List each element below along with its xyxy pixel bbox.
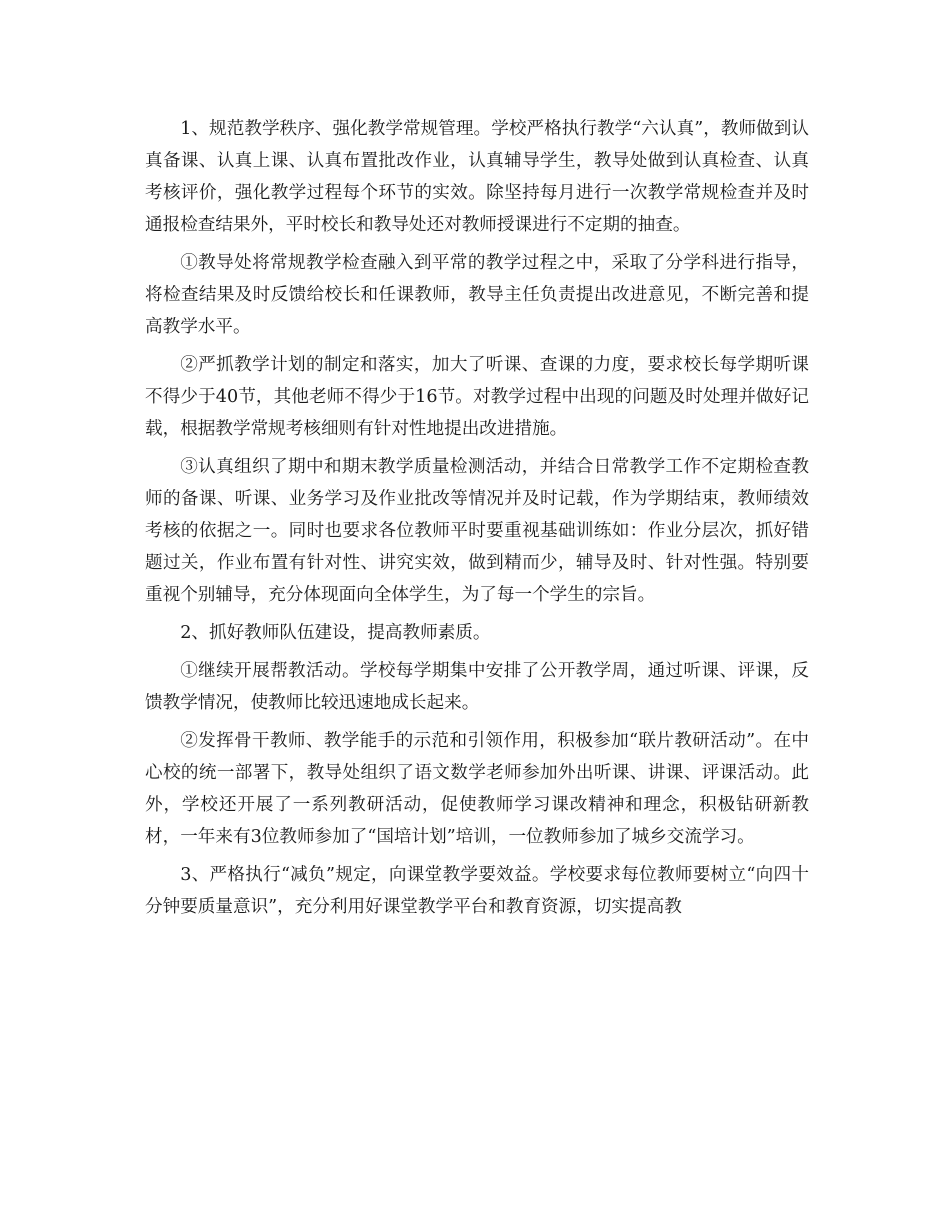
document-body <box>145 113 809 929</box>
paragraph-1: 1、规范教学秩序、强化教学常规管理。学校严格执行教学“六认真”，教师做到认真备课、认真上课、认真布置批改作业，认真辅导学生，教导处做到认真检查、认真考核评价，强化教学过程每个环节的实效。除坚持每月进行一次教学常规检查并及时通报检查结果外，平时校长和教导处还对教师授课进行不定期的抽查。 <box>145 119 809 235</box>
paragraph-8: 3、严格执行“减负”规定，向课堂教学要效益。学校要求每位教师要树立“向四十分钟要质量意识”，充分利用好课堂教学平台和教育资源，切实提高教 <box>145 865 809 917</box>
paragraph-7: ②发挥骨干教师、教学能手的示范和引领作用，积极参加“联片教研活动”。在中心校的统一部署下，教导处组织了语文数学老师参加外出听课、讲课、评课活动。此外，学校还开展了一系列教研活动，促使教师学习课改精神和理念，积极钻研新教材，一年来有3位教师参加了“国培计划”培训，一位教师参加了城乡交流学习。 <box>145 731 809 847</box>
paragraph-2: ①教导处将常规教学检查融入到平常的教学过程之中，采取了分学科进行指导，将检查结果及时反馈给校长和任课教师，教导主任负责提出改进意见，不断完善和提高教学水平。 <box>145 253 809 337</box>
paragraph-5: 2、抓好教师队伍建设，提高教师素质。 <box>180 623 491 643</box>
paragraph-4: ③认真组织了期中和期末教学质量检测活动，并结合日常教学工作不定期检查教师的备课、听课、业务学习及作业批改等情况并及时记载，作为学期结束，教师绩效考核的依据之一。同时也要求各位教师平时要重视基础训练如：作业分层次，抓好错题过关，作业布置有针对性、讲究实效，做到精而少，辅导及时、针对性强。特别要重视个别辅导，充分体现面向全体学生，为了每一个学生的宗旨。 <box>145 457 809 605</box>
paragraph-6: ①继续开展帮教活动。学校每学期集中安排了公开教学周，通过听课、评课，反馈教学情况，使教师比较迅速地成长起来。 <box>145 661 809 713</box>
paragraph-3: ②严抓教学计划的制定和落实，加大了听课、查课的力度，要求校长每学期听课不得少于40节，其他老师不得少于16节。对教学过程中出现的问题及时处理并做好记载，根据教学常规考核细则有针对性地提出改进措施。 <box>145 355 809 439</box>
